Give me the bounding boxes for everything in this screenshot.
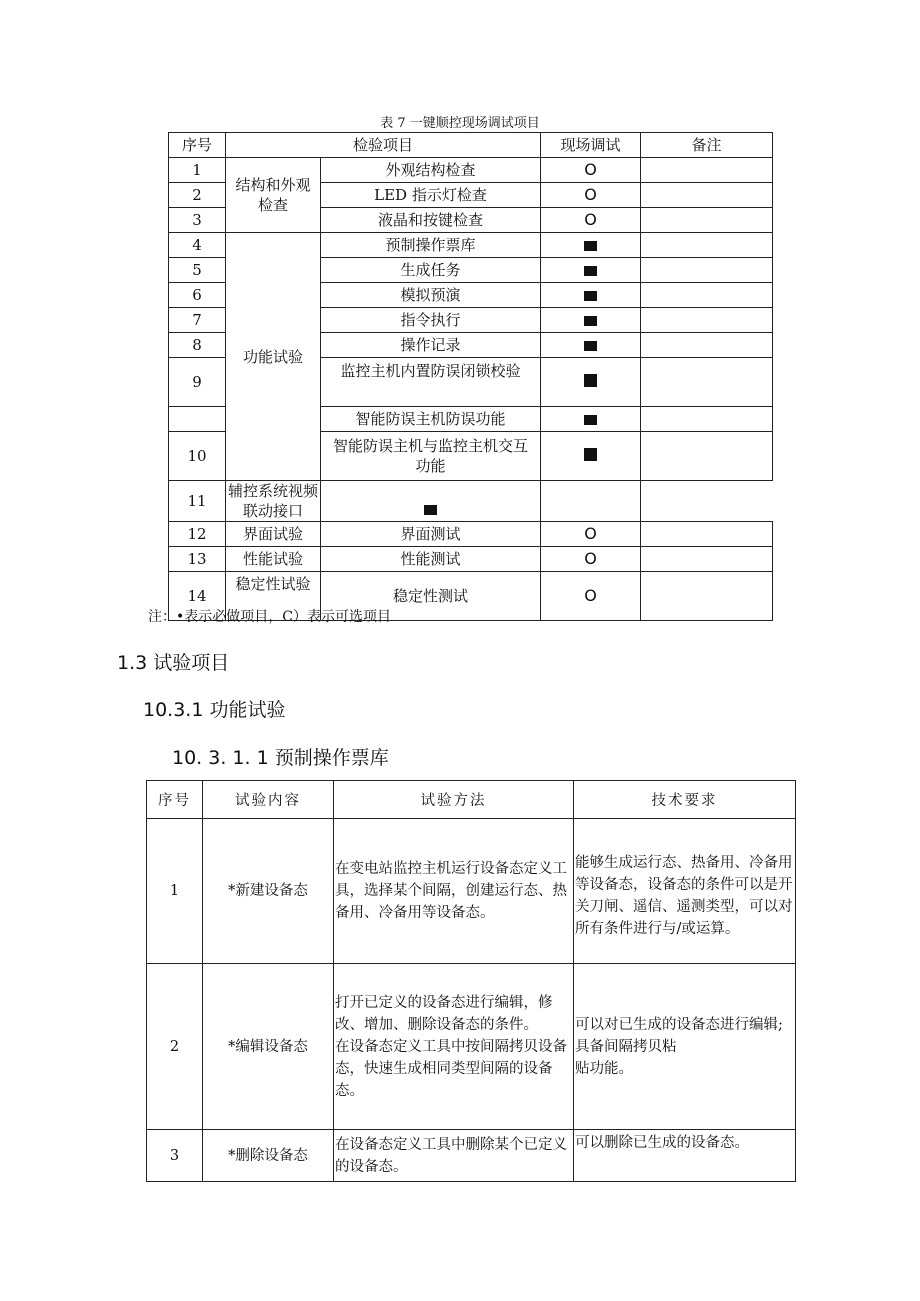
header-onsite: 现场调试 [541,133,641,158]
row-remark [641,183,773,208]
ticket-library-test-table [146,780,796,1182]
filled-square-icon [584,415,597,425]
row-no: 3 [169,208,226,233]
row-item: 操作记录 [321,333,541,358]
header-item: 检验项目 [226,133,541,158]
optional-mark: O [541,158,641,183]
required-mark [541,358,641,407]
row-item: 指令执行 [321,308,541,333]
row-remark [641,333,773,358]
optional-mark: O [541,547,641,572]
row-remark [641,572,773,621]
table-row [147,1130,796,1182]
row-remark [541,481,641,522]
row-item: 智能防误主机与监控主机交互功能 [321,432,541,481]
filled-square-icon [584,448,597,461]
row-item: 界面测试 [321,522,541,547]
row-method: 在设备态定义工具中删除某个已定义的设备态。 [334,1130,574,1182]
required-mark [541,407,641,432]
row-content: *编辑设备态 [203,964,334,1130]
header-method: 试验方法 [334,781,574,819]
filled-square-icon [584,316,597,326]
table-row [169,233,773,258]
table-header-row [147,781,796,819]
optional-mark: O [541,572,641,621]
filled-square-icon [424,505,437,515]
row-remark [641,407,773,432]
row-remark [641,547,773,572]
table-row [169,547,773,572]
table-row [147,964,796,1130]
required-mark [541,333,641,358]
row-item: 稳定性测试 [321,572,541,621]
table-row [169,522,773,547]
row-requirement: 可以删除已生成的设备态。 [574,1130,796,1182]
row-no: 2 [147,964,203,1130]
row-no: 8 [169,333,226,358]
table-note: 注：•表示必做项目，C）表示可选项目 [148,609,391,625]
row-no: 2 [169,183,226,208]
row-no: 5 [169,258,226,283]
row-content: *新建设备态 [203,819,334,964]
row-no: 1 [169,158,226,183]
row-remark [641,522,773,547]
row-requirement [574,964,796,1130]
requirement-text: 贴功能。 [575,1060,633,1077]
group-interface: 界面试验 [226,522,321,547]
required-mark [541,258,641,283]
row-remark [641,208,773,233]
table-row [169,158,773,183]
row-remark [641,432,773,481]
section-heading: 1.3 试验项目 [117,652,230,674]
required-mark [541,233,641,258]
subsection-heading: 10.3.1 功能试验 [143,699,286,721]
optional-mark: O [541,208,641,233]
table-header-row [169,133,773,158]
row-item: 外观结构检查 [321,158,541,183]
filled-square-icon [584,374,597,387]
method-paragraph: 打开已定义的设备态进行编辑，修改、增加、删除设备态的条件。 [335,994,553,1033]
filled-square-icon [584,241,597,251]
method-paragraph: 在设备态定义工具中按间隔拷贝设备态，快速生成相同类型间隔的设备态。 [335,1038,567,1099]
row-item: 智能防误主机防误功能 [321,407,541,432]
group-performance: 性能试验 [226,547,321,572]
row-item: 模拟预演 [321,283,541,308]
header-no: 序号 [147,781,203,819]
row-no: 3 [147,1130,203,1182]
row-remark [641,158,773,183]
row-no: 10 [169,432,226,481]
filled-square-icon [584,341,597,351]
row-no: 11 [169,481,226,522]
row-no: 9 [169,358,226,407]
row-item: 液晶和按键检查 [321,208,541,233]
row-no: 13 [169,547,226,572]
table-caption: 表 7 一键顺控现场调试项目 [380,116,540,131]
row-no: 4 [169,233,226,258]
row-remark [641,308,773,333]
row-method [334,964,574,1130]
row-content: *删除设备态 [203,1130,334,1182]
row-no: 12 [169,522,226,547]
row-remark [641,258,773,283]
header-requirement: 技术要求 [574,781,796,819]
row-remark [641,283,773,308]
subsubsection-heading: 10. 3. 1. 1 预制操作票库 [172,747,389,769]
row-item: 预制操作票库 [321,233,541,258]
header-no: 序号 [169,133,226,158]
group-stability: 稳定性试验 [226,572,321,621]
row-requirement: 能够生成运行态、热备用、冷备用等设备态，设备态的条件可以是开关刀闸、遥信、遥测类型，可以对所有条件进行与/或运算。 [574,819,796,964]
row-no: 14 [169,572,226,621]
row-item: LED 指示灯检查 [321,183,541,208]
row-item: 性能测试 [321,547,541,572]
optional-mark: O [541,522,641,547]
row-item: 监控主机内置防误闭锁校验 [321,358,541,407]
row-remark [641,358,773,407]
commissioning-items-table [168,132,773,621]
row-remark [641,233,773,258]
header-content: 试验内容 [203,781,334,819]
filled-square-icon [584,266,597,276]
table-row [147,819,796,964]
required-mark [541,283,641,308]
optional-mark: O [541,183,641,208]
group-function: 功能试验 [226,233,321,481]
required-mark [321,481,541,522]
row-item: 生成任务 [321,258,541,283]
row-no: 6 [169,283,226,308]
header-remark: 备注 [641,133,773,158]
row-no [169,407,226,432]
group-structure: 结构和外观检查 [226,158,321,233]
filled-square-icon [584,291,597,301]
row-no: 1 [147,819,203,964]
row-item: 辅控系统视频联动接口 [226,481,321,522]
required-mark [541,308,641,333]
row-no: 7 [169,308,226,333]
row-method: 在变电站监控主机运行设备态定义工具，选择某个间隔，创建运行态、热备用、冷备用等设备态。 [334,819,574,964]
required-mark [541,432,641,481]
table-row [169,481,773,522]
requirement-text: 可以对已生成的设备态进行编辑;具备间隔拷贝粘 [575,1016,783,1055]
